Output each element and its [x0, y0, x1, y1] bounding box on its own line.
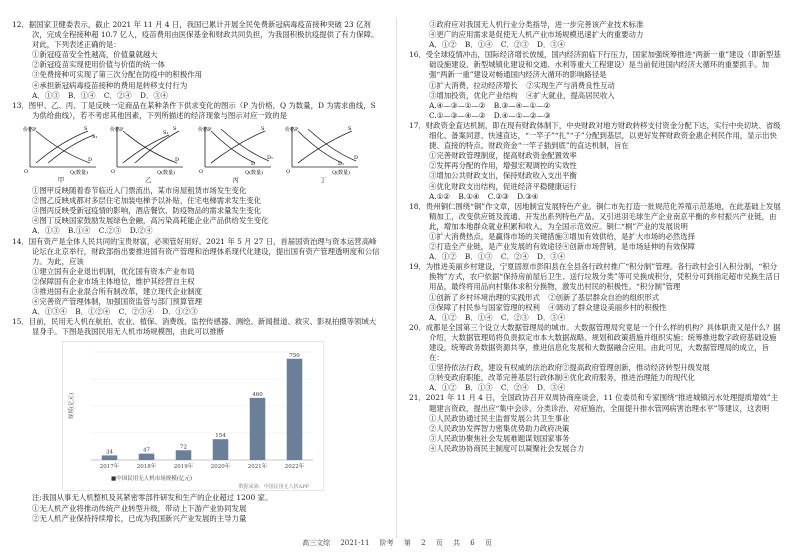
bar [139, 454, 155, 460]
curve-label: S₁ [92, 133, 98, 140]
curve-label: D₁ [337, 160, 344, 167]
category-label: 2022年 [284, 464, 305, 471]
question-stem: 17．财政资金直达机制，即在现有财政体制下，中央财政对地方财政转移支付资金分配下达，实行中央切块、省级细化、备案同意、快速直达，“一竿子”“扎”“子”分配到基层，以更好发挥财政资金惠企利民作用，显示出快捷、直接的特点。财政资金“一竿子插到底”的直达机制，旨在 [409, 120, 781, 151]
supply-demand-graph [284, 123, 362, 175]
answer-choices [12, 226, 380, 236]
answer-choices [409, 40, 781, 50]
option-row [409, 91, 781, 101]
question-15 [12, 317, 380, 523]
question-stem: 14．国有资产是全体人民共同的宝贵财富，必须管好用好。2021 年 5 月 27 日，首届国资治理与资本运营高峰论坛在北京举行，财政部指出要推进国有资产管理和治理体系现代化建设，提出国有资产管理透明度和公信力。为此，应该 [12, 236, 380, 266]
answer-a: A．①② [429, 40, 457, 50]
option: ①无人机产业将推动传统产业转型升级，带动上下游产业协同发展 [32, 503, 247, 513]
answer-choices [409, 252, 781, 262]
curve-label: S₁ [163, 129, 169, 136]
figure-label: 乙 [145, 175, 152, 184]
answer-a: A.④—③—①—② [429, 100, 486, 110]
answer-a: A.①② [429, 191, 450, 201]
drone-market-chart [62, 341, 324, 491]
answer-a: A．①③ [32, 90, 60, 100]
option: ④人民政协协商民主制度可以凝聚社会发展合力 [429, 443, 585, 453]
figure-jia [22, 123, 100, 185]
option: ②人民政协发挥智力密集优势助力政府决策 [429, 423, 570, 433]
answer-b: B.①④ [67, 226, 91, 236]
answer-choices [409, 383, 781, 393]
answer-c: C．②③④ [118, 307, 154, 317]
option-row [409, 293, 781, 303]
answer-a: A．①③ [32, 226, 60, 236]
option: ③保障了村民参与国家管理的权利 [429, 302, 540, 312]
figure-label: 甲 [57, 175, 65, 184]
bar-value-label: 154 [215, 433, 226, 440]
option: ①完善财政管理制度，提高财政资金配置效率 [429, 151, 577, 161]
page-footer [0, 538, 794, 548]
bar-value-label: 47 [143, 448, 150, 455]
option: ①扩大消费热点，是赢得市场的关键措施③增加有效供给，是扩大市场的必然选择 [429, 231, 696, 241]
column-divider [396, 18, 397, 538]
question-stem: 16．受全球疫情冲击，国际经济增长放缓，国内经济面临下行压力，国家加强统筹推进“两新一重”建设（即新型基础设施建设、新型城镇化建设和交通、水利等重大工程建设）是当前促进国内经济大循环的重要抓手。加强“两新一重”建设对畅通国内经济大循环的影响路径是 [409, 50, 781, 80]
question-stem: 19．为推进美丽乡村建设，宁夏固原市彭阳县在全县各行政村推广“积分制”管理。各行政村会引入积分制，“积分换物”方式，农户依据“保持房前屋后卫生、送行垃圾分类”等可兑换成积分，凭积分可到指定超市兑换生活日用品，最终将用品向村集体求积分换物，激发出村民的积极性。“积分制”管理 [409, 262, 781, 292]
bar-value-label: 34 [106, 449, 113, 456]
question-20 [409, 323, 781, 394]
question-13 [12, 101, 380, 237]
answer-c: C．②③ [500, 40, 529, 50]
answer-choices [12, 307, 380, 317]
answer-c: C.①—③—④—② [429, 110, 486, 120]
curve-label: D [88, 156, 93, 163]
option: ④图丁反映国家鼓励发展绿色金融，高污染高耗能企业产品供给发生变化 [32, 216, 269, 226]
answer-b: B．①③ [464, 252, 493, 262]
option: ③政府应对我国无人机行业分类指导，进一步完善该产业技术标准 [429, 20, 644, 29]
option: ①人民政协通过民主监督发展公共卫生事业 [429, 413, 570, 423]
answer-d: D．③④ [140, 90, 169, 100]
answer-c: C．②③ [500, 312, 529, 322]
option: ③增加投资，优化产业结构 [429, 90, 518, 100]
option: ③转变政府职能，改革完善基层行政体制④优化政府服务，推进治理能力的现代化 [429, 373, 696, 383]
category-label: 2020年 [210, 464, 231, 471]
bar [213, 440, 229, 461]
curve-label: D [250, 160, 255, 167]
left-column [12, 20, 380, 524]
bar [287, 359, 303, 460]
answer-c: C.②③ [98, 226, 122, 236]
answer-d: D．③④ [537, 312, 566, 322]
answer-c: C．②④ [103, 90, 132, 100]
option: ③免费接种可实现了第三次分配在防疫中的积极作用 [32, 70, 202, 80]
right-column [409, 20, 781, 454]
answer-a: A．①② [429, 252, 457, 262]
option: ①坚持依法行政，建设有权威的法治政府②提高政府管理创新，推动经济转型升级发展 [429, 363, 710, 373]
figure-label: 丁 [319, 175, 327, 184]
answer-c: C．②④ [500, 383, 529, 393]
bar [102, 456, 118, 461]
question-stem: 13．图甲、乙、丙、丁是反映一定商品在某种条件下供求变化的图示（P 为价格，Q 为数量，D 为需求曲线，S 为供给曲线），若不考虑其他因素，下列所描述的经济现象与图示对应一致的是 [12, 100, 376, 120]
question-21 [409, 393, 781, 454]
question-stem: 18．贵州铜仁围绕“铜”作文章，因地制宜发展特色产业。铜仁市先打造一批规范化养殖示范基地，在此基础上发展精加工，改变供应链及流通、开发出系列特色产品。又引进羽毛球生产企业南京平衡的乡村振兴产业链，由此，增加本地群众就业积累和收入，为全国示范效应。铜仁“桐”产业的发展说明 [409, 201, 781, 231]
axis-q-label: Q(数量) [244, 169, 263, 175]
option: ④更广的应用需求是促使无人机产业市场规模迅速扩大的重要动力 [429, 30, 644, 40]
chart-note: 注:我国从事无人机整机及其紧密零部件研发和生产的企业超过 1200 家。 [32, 493, 273, 503]
footer-total: 共 6 页 [453, 539, 492, 547]
option: ②无人机产业保持持续增长，已成为我国新兴产业发展的主导力量 [32, 513, 247, 523]
bar-value-label: 72 [180, 444, 187, 451]
y-axis-label: 规模(亿元) [69, 393, 75, 420]
category-label: 2018年 [136, 464, 157, 471]
option: ④优化财政支出结构，促进经济平稳健康运行 [429, 181, 577, 191]
question-stem: 20．成都是全国第三个设立大数据管理局的城市。大数据管理局究竟是一个什么样的机构？具体职责又是什么？据介绍，大数据管理局将负责拟定市本大数据战略、规划和政策措施并组织实施；统筹推进数字政府基础设施建设，统筹政务数据资源共享，推进信息化发展和大数据融合应用。由此可见，大数据管理局的成立，旨在： [409, 322, 781, 363]
supply-demand-figures [22, 123, 362, 185]
option: ①创新了乡村环境治理的实践形式 [429, 292, 540, 302]
footer-date: 2021-11 阶考 [340, 539, 394, 547]
option: ②实现生产与消费良性互动 [526, 80, 615, 90]
answer-b: B．①④ [464, 312, 493, 322]
axis-p-label: 价格P [23, 126, 37, 133]
question-14 [12, 237, 380, 318]
question-15-continued [409, 20, 781, 50]
answer-d: D．③④ [537, 383, 566, 393]
option: ②打造全产业链，是产业发展的有效途径④创新市场营销，是市场延伸的有效保障 [429, 242, 696, 252]
option: ②创新了基层群众自治的组织形式 [548, 292, 660, 302]
footer-page: 第 2 页 [403, 539, 443, 547]
figure-ding [284, 123, 362, 185]
option-row [409, 303, 781, 313]
option: ①建立国有企业退出机制，优化国有资本产业布局 [32, 266, 195, 276]
axis-p-label: 价格P [284, 126, 299, 133]
figure-label: 丙 [232, 175, 239, 184]
question-19 [409, 262, 781, 323]
option: ③图丙反映受新冠疫情的影响，酒店餐饮、防疫物品的需求量发生变化 [32, 206, 262, 216]
answer-d: D．③④ [537, 40, 566, 50]
answer-d: D.③④ [517, 191, 539, 201]
answer-choices [12, 91, 380, 101]
answer-d: D.②④ [129, 226, 153, 236]
category-label: 2021年 [247, 464, 268, 471]
answer-d: D.④—①—②—③ [493, 110, 551, 120]
answer-b: B．①④ [464, 40, 493, 50]
option: ③推进国有企业混合所有制改革，建立现代企业制度 [32, 286, 202, 296]
axis-q-label: Q(数量) [157, 169, 176, 175]
answer-d: D．③④ [537, 252, 566, 262]
option-row [409, 81, 781, 91]
chart-source: 数据来源：中国民用无人机APP [238, 484, 309, 491]
answer-choices [409, 192, 781, 202]
option: ②图乙反映成都对多层住宅加装电梯予以补贴，住宅电梯需求发生变化 [32, 196, 262, 206]
supply-demand-graph [22, 123, 100, 175]
option: ①新冠疫苗安全性越高，价值量就越大 [32, 50, 158, 60]
answer-b: B.③—④—①—② [493, 100, 551, 110]
answer-b: B．①③ [464, 383, 493, 393]
axis-origin-label: O [198, 168, 203, 175]
answer-choices [409, 313, 781, 323]
answer-c: C．②④ [500, 252, 529, 262]
option: ④扩大就业，提高居民收入 [526, 90, 615, 100]
axis-q-label: Q(数量) [331, 169, 350, 175]
axis-p-label: 价格P [197, 126, 212, 133]
supply-demand-graph [197, 123, 275, 175]
answer-a: A．①③④ [32, 307, 67, 317]
axis-q-label: Q(数量) [70, 169, 89, 175]
question-stem: 21．2021 年 11 月 4 日，全国政协召开双周协商座谈会，11 位委员和专家围绕“推进城镇污水处理提质增效”主题建言资政，提出应“集中会诊、分类诊治、对症施治，全面提升排水管网病害治理水平”等建议，这表明 [409, 393, 779, 413]
answer-d: D．①②③ [162, 307, 198, 317]
question-18 [409, 202, 781, 263]
answer-a: A．①② [429, 383, 457, 393]
answer-b: B．①④ [67, 90, 96, 100]
question-stem: 12．据国家卫健委表示，截止 2021 年 11 月 4 日，我国已累计开展全民免费新冠病毒疫苗接种突破 23 亿剂次，完成全程接种超 10.7 亿人，疫苗费用由医保基金和财政共同负担，为我国积极抗疫提供了有力保障。对此，下列表述正确的是： [12, 20, 379, 50]
bar [176, 451, 192, 461]
curve-label: D [353, 154, 358, 161]
curve-label: S [84, 125, 88, 132]
curve-label: S [173, 125, 177, 132]
axis-origin-label: O [111, 168, 116, 175]
answer-choices [409, 111, 781, 121]
axis-origin-label: O [285, 168, 291, 175]
answer-c: C.②③ [487, 191, 509, 201]
option: ①扩大消费，拉动经济增长 [429, 80, 518, 90]
axis-origin-label: O [24, 168, 29, 175]
curve-label: S [260, 125, 265, 132]
answer-b: B．①②④ [75, 307, 111, 317]
curve-label: D₁ [266, 154, 273, 161]
question-12 [12, 20, 380, 101]
bar [250, 398, 266, 460]
chart-legend: ■中国民用无人机市场规模(亿元) [111, 476, 192, 483]
answer-a: A．①② [429, 312, 457, 322]
question-stem: 15．目前，民用无人机在航拍、农业、植保、消费级、监控传感器、测绘、新闻报道、救灾、影视拍摄等领域大显身手。下图是我国民用无人机市场规模图，由此可以推断 [12, 317, 377, 337]
option: ③人民政协聚焦社会发展难题谋划国家事务 [429, 433, 570, 443]
bar-value-label: 460 [252, 392, 263, 399]
option: ②保障国有企业市场主体地位，维护其经营自主权 [32, 276, 195, 286]
category-label: 2019年 [173, 464, 194, 471]
question-16 [409, 50, 781, 121]
curve-label: S [347, 125, 352, 132]
option: ④调动了群众建设美丽乡村的积极性 [548, 302, 667, 312]
figure-bing [197, 123, 275, 185]
answer-b: B.①④ [458, 191, 480, 201]
question-17 [409, 121, 781, 202]
supply-demand-graph [109, 123, 187, 175]
answer-choices [409, 101, 781, 111]
option: ①图甲反映随着春节临近入门票流出，某市房屋租赁市场发生变化 [32, 186, 247, 196]
option: ④完善资产管理体制，加强国资监管与部门预算管理 [32, 297, 202, 307]
bar-chart-svg [63, 342, 323, 490]
footer-subject: 高三文综 [302, 539, 331, 547]
option: ③增加公共财政支出，保持财政收入支出平衡 [429, 171, 577, 181]
option: ②发挥再分配的作用，增强宏观调控的实效性 [429, 161, 577, 171]
axis-p-label: 价格P [110, 126, 124, 133]
bar-value-label: 750 [289, 353, 300, 360]
curve-label: D [175, 156, 180, 163]
option: ④承担新冠病毒疫苗接种的费用是转移支付行为 [32, 80, 188, 90]
option: ②新冠疫苗实现使用价值与价值的统一体 [32, 60, 166, 70]
figure-yi [109, 123, 187, 185]
category-label: 2017年 [99, 464, 120, 471]
